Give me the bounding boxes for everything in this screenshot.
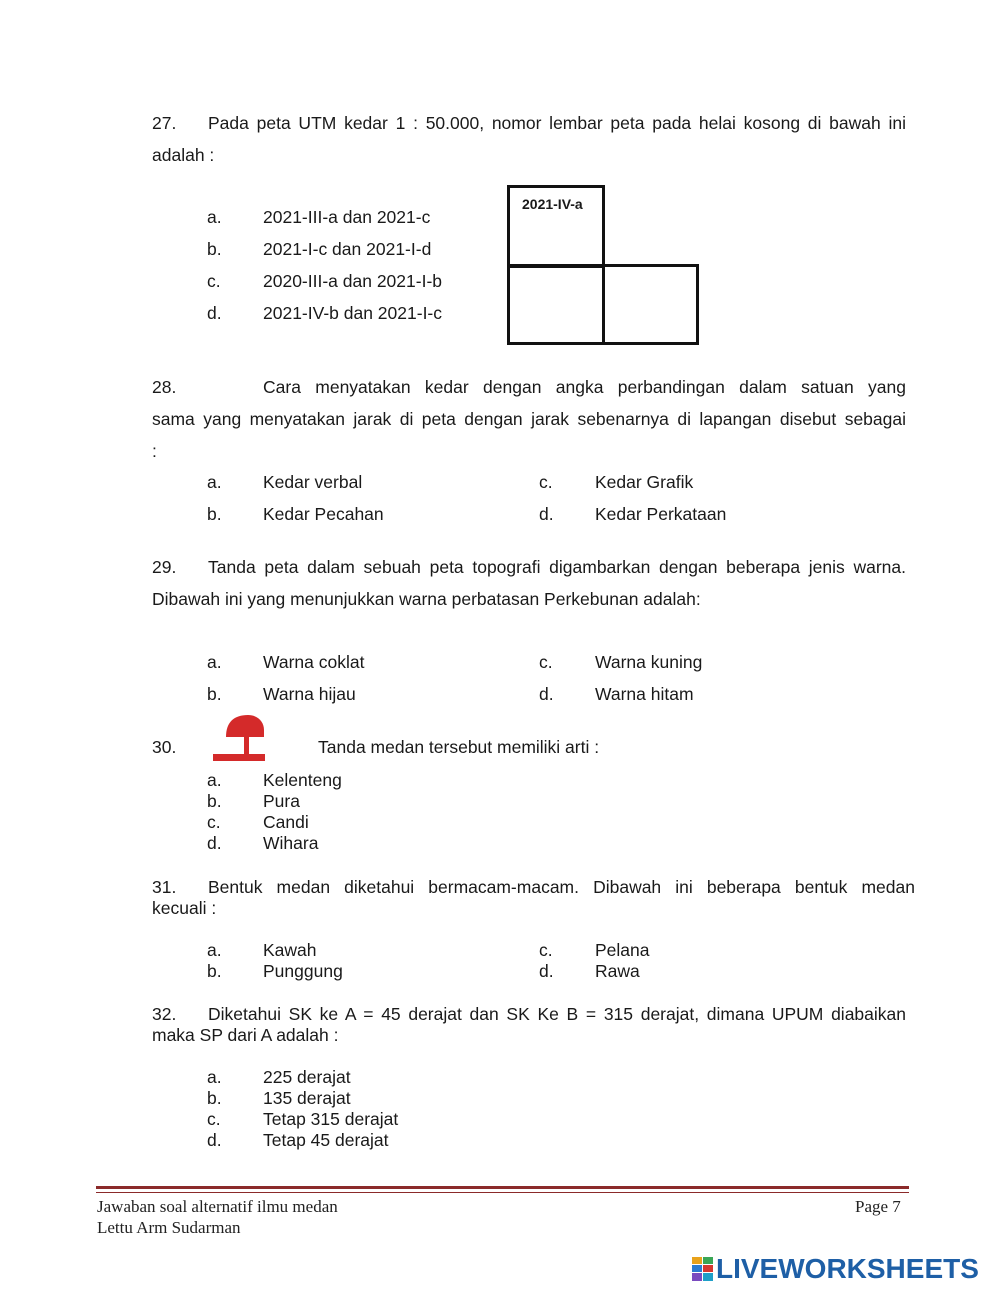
option-text[interactable]: Punggung (263, 961, 343, 981)
question-number: 29. (152, 557, 177, 577)
option-letter: c. (539, 472, 553, 492)
option-letter: c. (207, 271, 221, 291)
footer-rule (96, 1192, 909, 1193)
option-text[interactable]: 225 derajat (263, 1067, 351, 1087)
option-text[interactable]: Pelana (595, 940, 650, 960)
footer-rule (96, 1186, 909, 1189)
option-text[interactable]: 2020-III-a dan 2021-I-b (263, 271, 443, 291)
option-letter: d. (207, 1130, 222, 1150)
option-text[interactable]: Kedar verbal (263, 472, 363, 492)
question-number: 31. (152, 877, 177, 897)
option-letter: a. (207, 207, 222, 227)
brand-name: LIVEWORKSHEETS (716, 1253, 979, 1284)
option-text[interactable]: Warna hitam (595, 684, 694, 704)
option-letter: c. (207, 1109, 221, 1129)
question-text: Bentuk medan diketahui bermacam-macam. Dibawah ini beberapa bentuk medan (208, 877, 915, 897)
option-letter: b. (207, 961, 222, 981)
option-letter: d. (207, 303, 222, 323)
option-text[interactable]: Warna hijau (263, 684, 356, 704)
footer-title: Jawaban soal alternatif ilmu medan (97, 1197, 338, 1216)
option-text[interactable]: Warna kuning (595, 652, 703, 672)
liveworksheets-logo[interactable] (692, 1253, 979, 1284)
option-letter: a. (207, 1067, 222, 1087)
option-letter: b. (207, 791, 222, 811)
question-text: : (152, 441, 157, 461)
option-text[interactable]: Kawah (263, 940, 317, 960)
option-letter: a. (207, 770, 222, 790)
question-text: Tanda medan tersebut memiliki arti : (318, 737, 600, 757)
option-letter: b. (207, 1088, 222, 1108)
footer-author: Lettu Arm Sudarman (97, 1218, 241, 1237)
option-letter: d. (539, 684, 554, 704)
option-text[interactable]: Tetap 315 derajat (263, 1109, 399, 1129)
question-text: kecuali : (152, 898, 217, 918)
question-number: 28. (152, 377, 177, 397)
question-number: 27. (152, 113, 177, 133)
option-text[interactable]: 135 derajat (263, 1088, 351, 1108)
question-text: Tanda peta dalam sebuah peta topografi digambarkan dengan beberapa jenis warna. (208, 557, 906, 577)
option-letter: a. (207, 940, 222, 960)
option-text[interactable]: Rawa (595, 961, 640, 981)
option-text[interactable]: Kelenteng (263, 770, 342, 790)
option-letter: b. (207, 684, 222, 704)
question-text: Cara menyatakan kedar dengan angka perbandingan dalam satuan yang (263, 377, 906, 397)
map-sheet-blank (602, 264, 699, 345)
option-text[interactable]: 2021-IV-b dan 2021-I-c (263, 303, 443, 323)
option-text[interactable]: Warna coklat (263, 652, 365, 672)
option-letter: c. (539, 652, 553, 672)
option-text[interactable]: Kedar Grafik (595, 472, 694, 492)
temple-symbol-icon (212, 708, 268, 764)
option-letter: d. (539, 961, 554, 981)
question-number: 30. (152, 737, 177, 757)
option-letter: d. (207, 833, 222, 853)
option-letter: a. (207, 652, 222, 672)
option-text[interactable]: Candi (263, 812, 309, 832)
option-text[interactable]: Tetap 45 derajat (263, 1130, 389, 1150)
option-letter: a. (207, 472, 222, 492)
option-letter: c. (207, 812, 221, 832)
liveworksheets-blocks-icon (692, 1257, 714, 1281)
map-sheet-label: 2021-IV-a (522, 196, 583, 212)
option-text[interactable]: Kedar Pecahan (263, 504, 384, 524)
option-letter: c. (539, 940, 553, 960)
option-text[interactable]: Kedar Perkataan (595, 504, 727, 524)
question-number: 32. (152, 1004, 177, 1024)
page-number: Page 7 (855, 1197, 901, 1216)
question-text: sama yang menyatakan jarak di peta dengan jarak sebenarnya di lapangan disebut sebagai (152, 409, 906, 429)
question-text: Diketahui SK ke A = 45 derajat dan SK Ke B = 315 derajat, dimana UPUM diabaikan (208, 1004, 906, 1024)
option-text[interactable]: Pura (263, 791, 300, 811)
option-letter: d. (539, 504, 554, 524)
option-text[interactable]: 2021-III-a dan 2021-c (263, 207, 431, 227)
question-text: Pada peta UTM kedar 1 : 50.000, nomor lembar peta pada helai kosong di bawah ini (208, 113, 906, 133)
option-letter: b. (207, 239, 222, 259)
option-text[interactable]: Wihara (263, 833, 319, 853)
option-letter: b. (207, 504, 222, 524)
option-text[interactable]: 2021-I-c dan 2021-I-d (263, 239, 432, 259)
question-text: adalah : (152, 145, 215, 165)
map-sheet-blank (507, 264, 605, 345)
question-text: Dibawah ini yang menunjukkan warna perbatasan Perkebunan adalah: (152, 589, 701, 609)
question-text: maka SP dari A adalah : (152, 1025, 339, 1045)
